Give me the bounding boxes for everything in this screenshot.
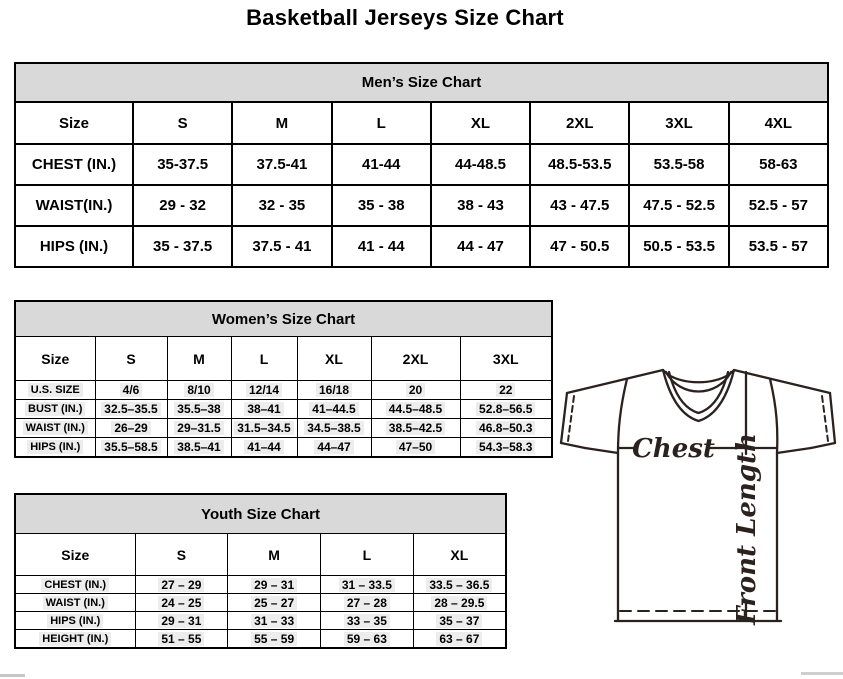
value-cell: 32.5–35.5 [95, 400, 167, 419]
table-row [15, 612, 506, 630]
value-cell: 47–50 [371, 438, 460, 458]
col-header-cell: 4XL [729, 102, 828, 144]
table-row [15, 419, 552, 438]
womens-size-chart-table [14, 300, 553, 458]
col-header-cell: M [167, 337, 231, 381]
value-cell: 29–31.5 [167, 419, 231, 438]
row-label-cell: CHEST (IN.) [15, 576, 135, 594]
col-header-cell: Size [15, 337, 95, 381]
col-header-cell: L [332, 102, 431, 144]
value-cell: 53.5 - 57 [729, 226, 828, 267]
scrollbar-fragment-left[interactable] [0, 674, 25, 677]
chest-label: Chest [632, 434, 715, 464]
page-title: Basketball Jerseys Size Chart [246, 5, 564, 30]
row-label-cell: HIPS (IN.) [15, 226, 133, 267]
row-label-cell: BUST (IN.) [15, 400, 95, 419]
table-row [15, 594, 506, 612]
col-header-cell: 3XL [460, 337, 552, 381]
value-cell: 41–44 [231, 438, 297, 458]
youth-chart-title: Youth Size Chart [15, 494, 506, 534]
table-row [15, 144, 828, 185]
col-header-cell: 2XL [371, 337, 460, 381]
value-cell: 52.8–56.5 [460, 400, 552, 419]
col-header-cell: L [231, 337, 297, 381]
value-cell: 47 - 50.5 [530, 226, 629, 267]
row-label-cell: WAIST (IN.) [15, 594, 135, 612]
table-row [15, 226, 828, 267]
value-cell: 38 - 43 [431, 185, 530, 226]
mens-chart-title: Men’s Size Chart [15, 63, 828, 102]
col-header-cell: S [95, 337, 167, 381]
value-cell: 41–44.5 [297, 400, 371, 419]
row-label-cell: WAIST (IN.) [15, 419, 95, 438]
col-header-cell: M [228, 534, 321, 576]
mens-header-row [15, 102, 828, 144]
value-cell: 44 - 47 [431, 226, 530, 267]
value-cell: 29 – 31 [135, 612, 228, 630]
table-row [15, 576, 506, 594]
row-label-cell: HIPS (IN.) [15, 612, 135, 630]
value-cell: 28 – 29.5 [413, 594, 506, 612]
value-cell: 32 - 35 [232, 185, 331, 226]
value-cell: 34.5–38.5 [297, 419, 371, 438]
col-header-cell: 3XL [629, 102, 728, 144]
value-cell: 50.5 - 53.5 [629, 226, 728, 267]
value-cell: 29 – 31 [228, 576, 321, 594]
value-cell: 38–41 [231, 400, 297, 419]
value-cell: 46.8–50.3 [460, 419, 552, 438]
value-cell: 12/14 [231, 381, 297, 400]
value-cell: 44-48.5 [431, 144, 530, 185]
jersey-outline [561, 370, 835, 621]
value-cell: 47.5 - 52.5 [629, 185, 728, 226]
value-cell: 51 – 55 [135, 630, 228, 649]
value-cell: 22 [460, 381, 552, 400]
col-header-cell: S [135, 534, 228, 576]
table-row [15, 185, 828, 226]
value-cell: 8/10 [167, 381, 231, 400]
col-header-cell: S [133, 102, 232, 144]
value-cell: 54.3–58.3 [460, 438, 552, 458]
value-cell: 44–47 [297, 438, 371, 458]
value-cell: 35-37.5 [133, 144, 232, 185]
col-header-cell: Size [15, 102, 133, 144]
table-row [15, 630, 506, 649]
value-cell: 37.5-41 [232, 144, 331, 185]
value-cell: 31.5–34.5 [231, 419, 297, 438]
table-row [15, 381, 552, 400]
value-cell: 20 [371, 381, 460, 400]
value-cell: 48.5-53.5 [530, 144, 629, 185]
row-label-cell: WAIST(IN.) [15, 185, 133, 226]
value-cell: 53.5-58 [629, 144, 728, 185]
value-cell: 52.5 - 57 [729, 185, 828, 226]
value-cell: 35 – 37 [413, 612, 506, 630]
value-cell: 59 – 63 [321, 630, 414, 649]
value-cell: 4/6 [95, 381, 167, 400]
value-cell: 43 - 47.5 [530, 185, 629, 226]
row-label-cell: HEIGHT (IN.) [15, 630, 135, 649]
row-label-cell: CHEST (IN.) [15, 144, 133, 185]
value-cell: 27 – 29 [135, 576, 228, 594]
col-header-cell: M [232, 102, 331, 144]
scrollbar-fragment-right[interactable] [801, 672, 843, 675]
table-row [15, 438, 552, 458]
value-cell: 35.5–58.5 [95, 438, 167, 458]
col-header-cell: XL [431, 102, 530, 144]
value-cell: 41-44 [332, 144, 431, 185]
value-cell: 35 - 38 [332, 185, 431, 226]
value-cell: 41 - 44 [332, 226, 431, 267]
value-cell: 58-63 [729, 144, 828, 185]
youth-size-chart-table [14, 493, 507, 649]
value-cell: 16/18 [297, 381, 371, 400]
col-header-cell: 2XL [530, 102, 629, 144]
womens-header-row [15, 337, 552, 381]
jersey-measurement-diagram [558, 358, 842, 628]
value-cell: 38.5–41 [167, 438, 231, 458]
value-cell: 55 – 59 [228, 630, 321, 649]
value-cell: 44.5–48.5 [371, 400, 460, 419]
youth-header-row [15, 534, 506, 576]
value-cell: 26–29 [95, 419, 167, 438]
value-cell: 31 – 33.5 [321, 576, 414, 594]
value-cell: 27 – 28 [321, 594, 414, 612]
row-label-cell: U.S. SIZE [15, 381, 95, 400]
value-cell: 38.5–42.5 [371, 419, 460, 438]
value-cell: 24 – 25 [135, 594, 228, 612]
col-header-cell: XL [297, 337, 371, 381]
value-cell: 35.5–38 [167, 400, 231, 419]
front-length-label: Front Length [732, 433, 762, 625]
value-cell: 31 – 33 [228, 612, 321, 630]
value-cell: 33.5 – 36.5 [413, 576, 506, 594]
table-row [15, 400, 552, 419]
value-cell: 25 – 27 [228, 594, 321, 612]
mens-size-chart-table [14, 62, 829, 268]
value-cell: 35 - 37.5 [133, 226, 232, 267]
col-header-cell: Size [15, 534, 135, 576]
value-cell: 29 - 32 [133, 185, 232, 226]
row-label-cell: HIPS (IN.) [15, 438, 95, 458]
value-cell: 37.5 - 41 [232, 226, 331, 267]
col-header-cell: XL [413, 534, 506, 576]
col-header-cell: L [321, 534, 414, 576]
value-cell: 33 – 35 [321, 612, 414, 630]
value-cell: 63 – 67 [413, 630, 506, 649]
womens-chart-title: Women’s Size Chart [15, 301, 552, 337]
